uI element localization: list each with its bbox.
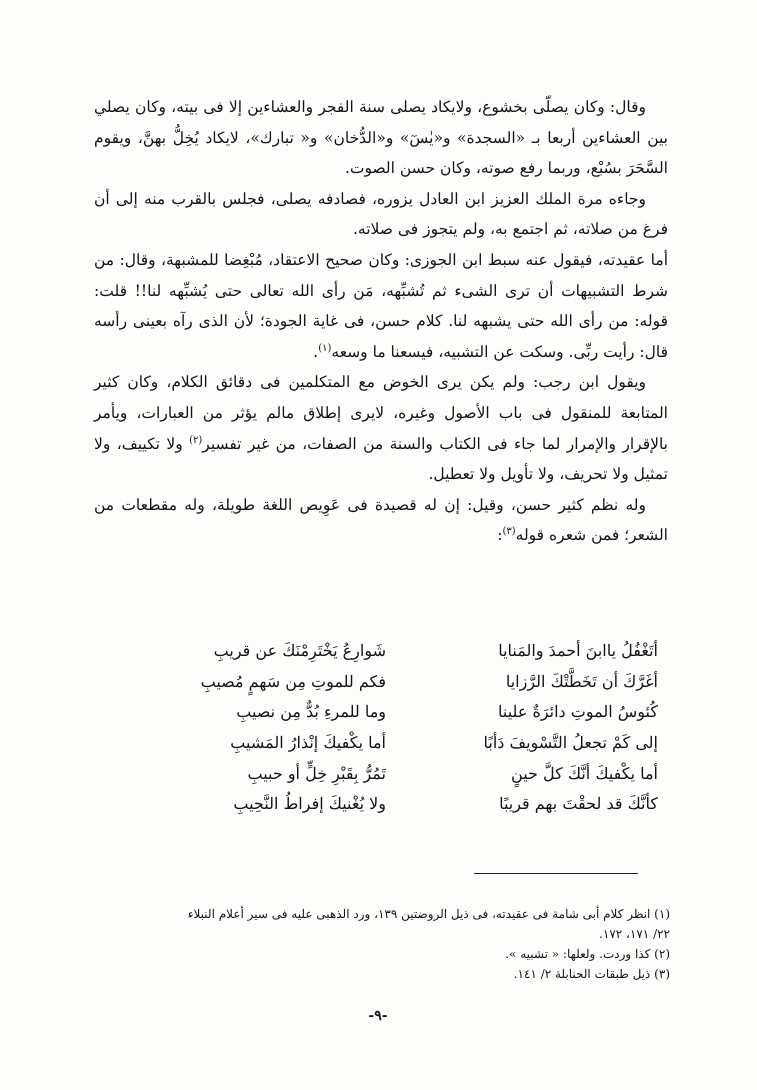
poem-verse (150, 667, 658, 698)
verse-first-hemistich: أغَرَّكَ أن تَخَطَّتْكَ الرَّزايا (505, 671, 658, 691)
footnote-marker: (٣) (502, 526, 516, 538)
poem (150, 636, 658, 820)
verse-second-hemistich: ولا يُغْنيكَ إفراطُ النَّحِيبِ (233, 794, 386, 814)
footnote-marker: (١) (318, 342, 332, 354)
verse-first-hemistich: أتَغْفُلُ ياابنَ أحمدَ والمَنايا (498, 641, 658, 660)
page-number: -٩- (368, 1008, 388, 1024)
paragraph (94, 367, 668, 489)
paragraph-text: ويقول ابن رجب: ولم يكن يرى الخوض مع المتكلمين فى دقائق الكلام، وكان كثير المتابعة للمنقول فى باب الأصول وغيره، لايرى إطلاق مالم يؤثر من العبارات، ويأمر بالإقرار والإمرار لما جاء فى الكتاب والسنة من الصفات، من غير تفسير (94, 373, 668, 453)
verse-first-hemistich: أما يكْفيكَ أنَّكَ كلَّ حينٍ (511, 763, 658, 783)
colon: : (497, 526, 503, 545)
poem-verse (150, 759, 658, 790)
paragraph (94, 490, 668, 551)
footnote: (١) انظر كلام أبى شامة فى عقيدته، فى ذيل الروضتين ١٣٩، ورد الذهبى عليه فى سير أعلام النبلاء (187, 907, 670, 921)
poem-verse (150, 789, 658, 820)
footnote: (٢) كذا وردت. ولعلها: « تشبيه ». (505, 947, 670, 961)
verse-first-hemistich: كأنَّكَ قد لحقْتَ بهم قريبًا (499, 794, 658, 814)
poem-verse (150, 636, 658, 667)
verse-second-hemistich: فكم للموتِ مِن سَهمٍ مُصيبِ (200, 671, 386, 691)
footnote: (٣) ذيل طبقات الحنابلة ٢/ ١٤١. (513, 967, 670, 981)
verse-second-hemistich: وما للمرءِ بُدٌّ مِن نصيبِ (236, 702, 386, 722)
poem-verse (150, 697, 658, 728)
main-text (94, 92, 668, 551)
paragraph-text: وله نظم كثير حسن، وقيل: إن له قصيدة فى عَوِيص اللغة طويلة، وله مقطعات من الشعر؛ فمن شعره قوله (94, 495, 668, 545)
verse-second-hemistich: شَوارِعُ يَخْتَرِمْنَكَ عن قريبِ (213, 641, 386, 660)
poem-verse (150, 728, 658, 759)
verse-first-hemistich: إلى كَمْ تجعلُ التَّسْويفَ دَأبًا (483, 733, 658, 753)
footnote-marker: (٢) (189, 434, 203, 446)
footnote-continuation: ٢٢/ ١٧١، ١٧٢. (599, 927, 670, 941)
footnotes (112, 904, 670, 984)
verse-second-hemistich: أما يكْفيكَ إنْذارُ المَشيبِ (230, 733, 386, 753)
paragraph: وجاءه مرة الملك العزيز ابن العادل يزوره، فصادفه يصلى، فجلس بالقرب منه إلى أن فرغ من صلاته، ثم اجتمع به، ولم يتجوز فى صلاته. (94, 189, 668, 239)
paragraph: أما عقيدته، فيقول عنه سبط ابن الجوزى: وكان صحيح الاعتقاد، مُبْغِضا للمشبهة، وقال: من شرط التشبيهات أن ترى الشىء ثم تُشبِّهه، مَن رأى الله تعالى حتى يُشبِّهه لنا!! قلت: قوله: من رأى الله حتى يشبهه لنا. كلام حسن، فى غاية الجودة؛ لأن الذى رآه بعينى رأسه قال: رأيت ربِّى. وسكت عن التشبيه، فيسعنا ما وسعه$^{(١)}$. (94, 250, 668, 361)
paragraph: وقال: وكان يصلّى بخشوع، ولايكاد يصلى سنة الفجر والعشاءين إلا فى بيته، وكان يصلي بين العشاءين أربعا بـ «السجدة» و«يٰسٓ» و«الدُّخان» و« تبارك»، لايكاد يُخِلُّ بهنَّ، ويقوم السَّحَرَ بسُبْع، وربما رفع صوته، وكان حسن الصوت. (94, 98, 668, 178)
footnote-separator (474, 873, 638, 874)
paragraph-text: ولا تكييف، ولا تمثيل ولا تحريف، ولا تأويل ولا تعطيل. (94, 434, 668, 484)
paragraph-text: أما عقيدته، فيقول عنه سبط ابن الجوزى: وكان صحيح الاعتقاد، مُبْغِضا للمشبهة، وقال: من شرط التشبيهات أن ترى الشىء ثم تُشبِّهه، مَن رأى الله تعالى حتى يُشبِّهه لنا!! قلت: قوله: من رأى الله حتى يشبهه لنا. كلام حسن، فى غاية الجودة؛ لأن الذى رآه بعينى رأسه قال: رأيت ربِّى. وسكت عن التشبيه، فيسعنا ما وسعه (94, 250, 668, 361)
verse-first-hemistich: كُئوسُ الموتِ دائرَةٌ علينا (497, 702, 658, 722)
verse-second-hemistich: تَمُرُّ بِقَبْرِ خِلٍّ أو حبيبِ (247, 763, 386, 783)
